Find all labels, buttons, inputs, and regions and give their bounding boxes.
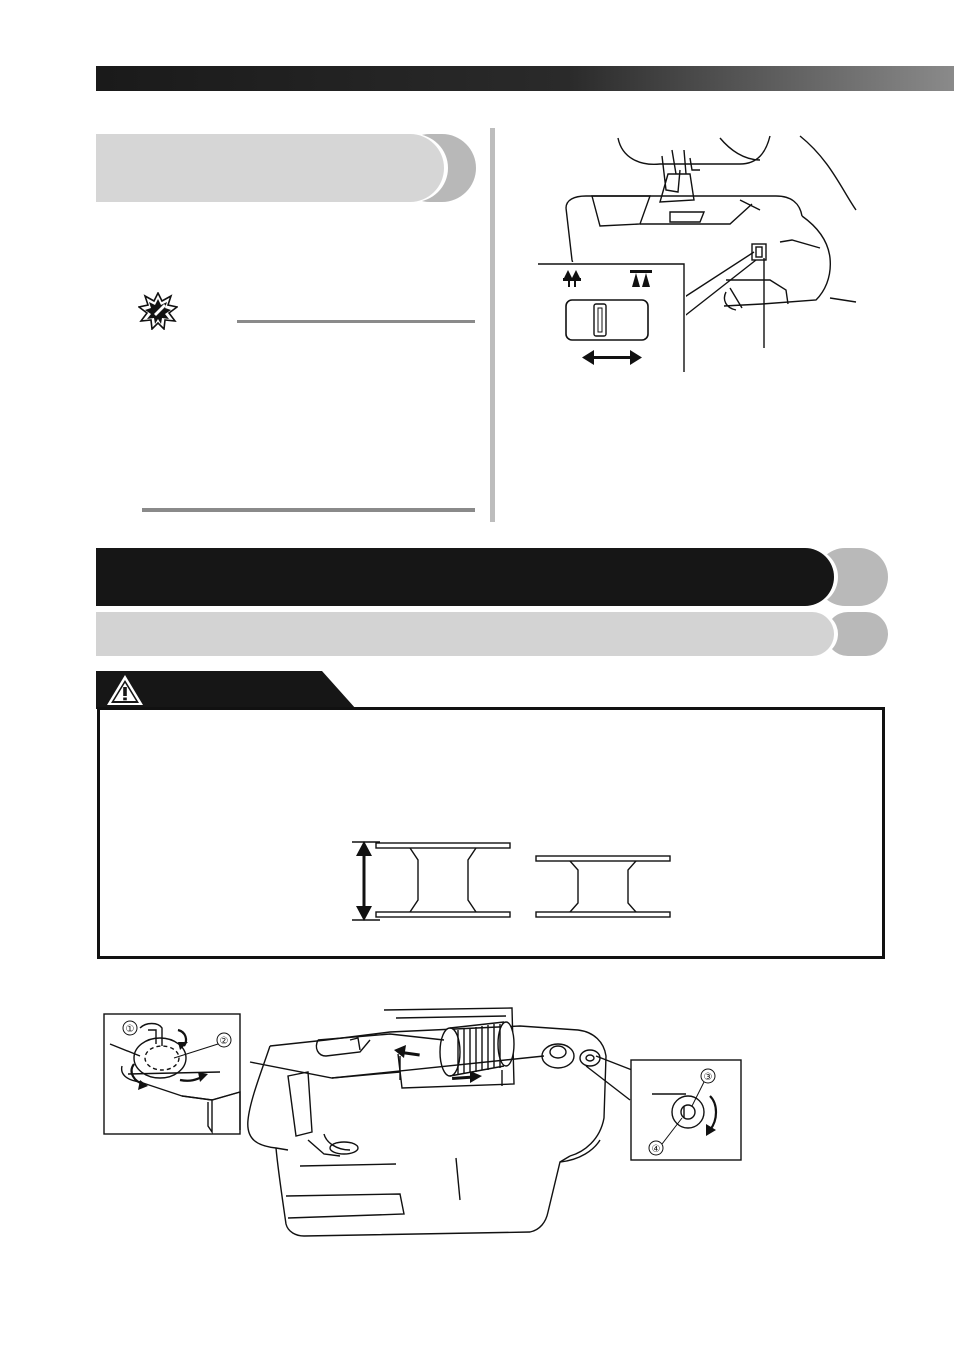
header-bar [96, 66, 954, 91]
subsection-heading-bar [96, 612, 888, 656]
subheading-pill [96, 134, 476, 202]
caution-tab [96, 671, 356, 709]
callout-three: ③ [703, 1072, 713, 1083]
bobbin-winding-illustration [100, 1000, 750, 1240]
note-rule-bottom [142, 508, 475, 512]
section-heading-bar [96, 548, 888, 606]
callout-two: ② [219, 1036, 229, 1047]
bobbin-comparison-illustration [340, 836, 680, 926]
callout-one: ① [125, 1024, 135, 1035]
presser-foot-pressure-illustration [530, 130, 860, 380]
column-divider [490, 128, 495, 522]
height-double-arrow-icon [356, 841, 372, 921]
note-rule-top [237, 320, 475, 323]
note-burst-icon [138, 292, 178, 330]
callout-four: ④ [651, 1144, 661, 1155]
